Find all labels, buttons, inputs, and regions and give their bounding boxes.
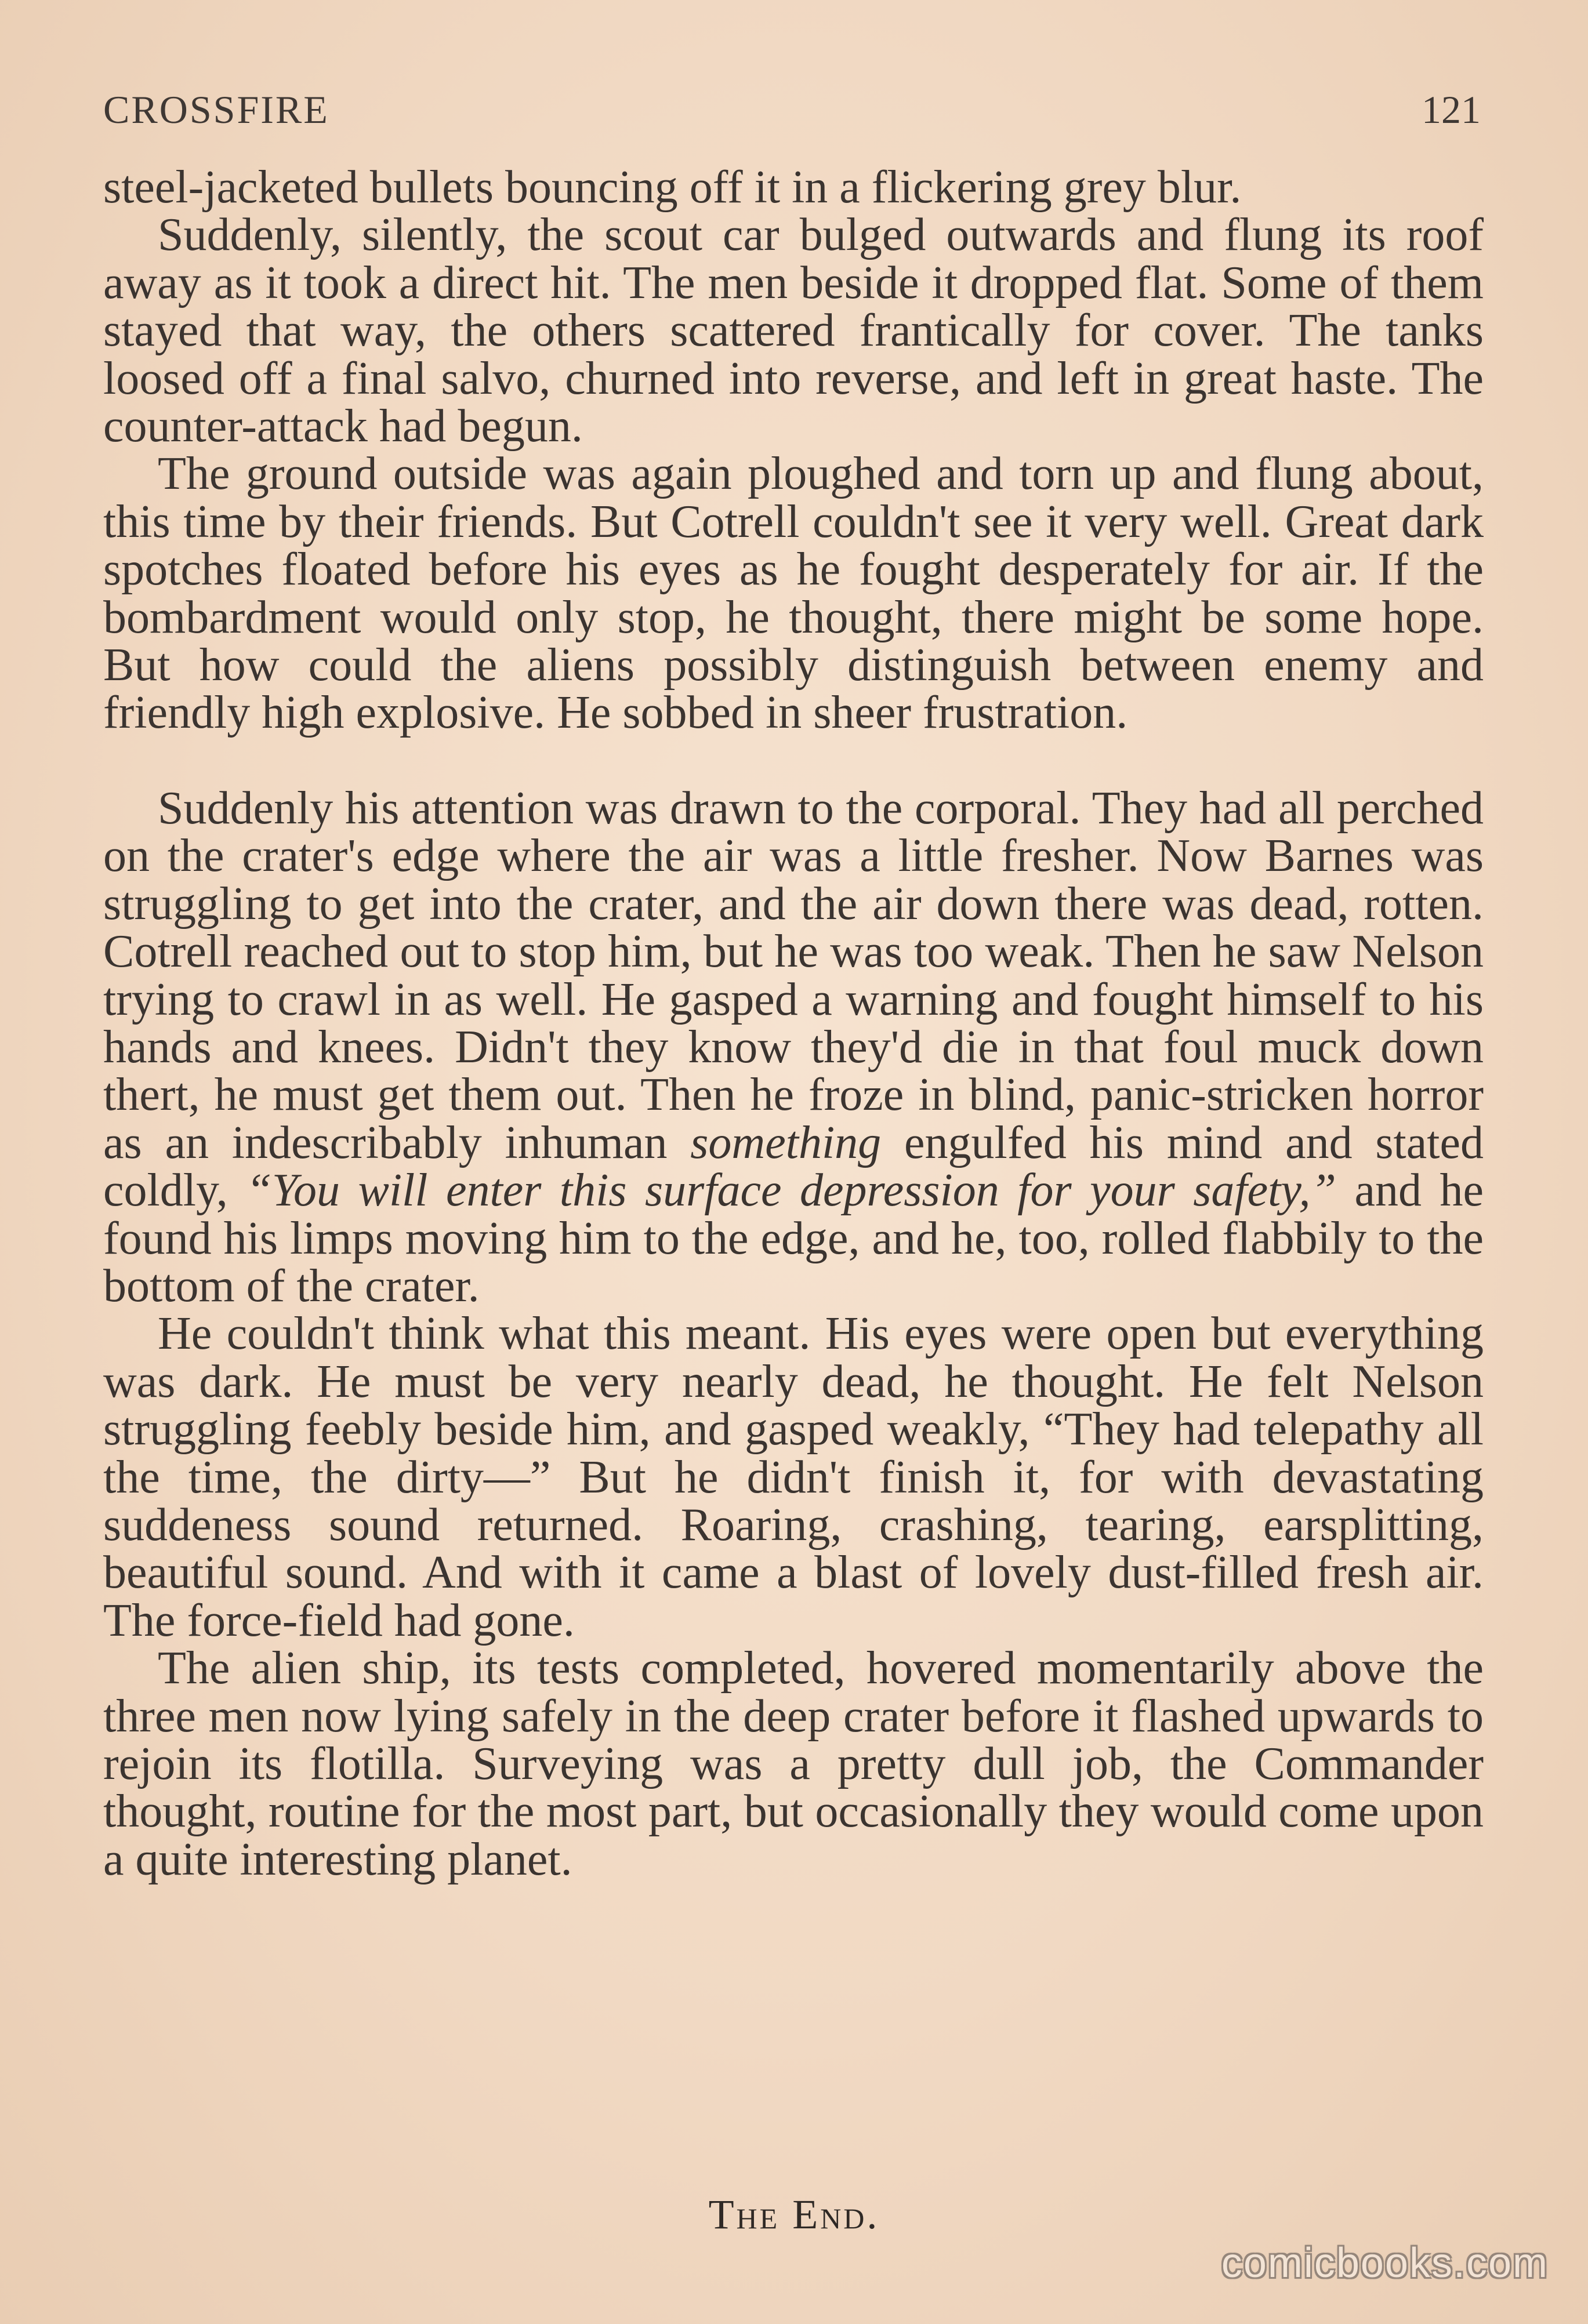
paragraph-continuation: steel-jacketed bullets bouncing off it in a flickering grey blur. <box>103 162 1242 213</box>
paragraph-corporal-text-3: and he found his limps moving him to the edge, and he, too, rolled flabbily to the bottom of the crater. <box>103 1165 1484 1312</box>
paragraph-alien-ship: The alien ship, its tests completed, hovered momentarily above the three men now lying safely in the deep crater before it flashed upwards to rejoin its flotilla. Surveying was a pretty dull job, the Commander thought, routine for the most part, but occasionally they would come upon a quite interesting planet. <box>103 1643 1484 1885</box>
paragraph-corporal-text-1: Suddenly his attention was drawn to the corporal. They had all perched on the crater's edge where the air was a little fresher. Now Barnes was struggling to get into the crater, and the air down there was dead, rotten. Cotrell reached out to stop him, but he was too weak. Then he saw Nelson trying to crawl in as well. He gasped a warning and fought himself to his hands and knees. Didn't they know they'd die in that foul muck down thert, he must get them out. Then he froze in blind, panic-stricken horror as an indescribably inhuman <box>103 782 1484 1168</box>
paragraph-corporal-text-2: engulfed his mind and stated coldly, <box>103 1117 1484 1217</box>
running-head: CROSSFIRE <box>103 88 329 132</box>
paragraph-telepathy: He couldn't think what this meant. His eyes were open but everything was dark. He must be very nearly dead, he thought. He felt Nelson struggling feebly beside him, and gasped weakly, “They had telepathy all the time, the dirty—” But he didn't finish it, for with devastating suddeness sound returned. Roaring, crashing, tearing, earsplitting, beautiful sound. And with it came a blast of lovely dust-filled fresh air. The force-field had gone. <box>103 1308 1484 1646</box>
italic-alien-command: “You will enter this surface depression for your safety,” <box>246 1165 1336 1217</box>
story-text <box>103 164 1484 1883</box>
the-end: The End. <box>708 2191 880 2238</box>
paragraph-bombardment: The ground outside was again ploughed and torn up and flung about, this time by their friends. But Cotrell couldn't see it very well. Great dark spotches floated before his eyes as he fought desperately for air. If the bombardment would only stop, he thought, there might be some hope. But how could the aliens possibly distinguish between enemy and friendly high explosive. He sobbed in sheer frustration. <box>103 448 1484 739</box>
page-number: 121 <box>1422 88 1481 132</box>
italic-something: something <box>690 1117 882 1168</box>
page-header <box>103 87 1481 139</box>
watermark: comicbooks.com <box>1221 2240 1549 2286</box>
paragraph-scout-car: Suddenly, silently, the scout car bulged outwards and flung its roof away as it took a direct hit. The men beside it dropped flat. Some of them stayed that way, the others scattered frantically for cover. The tanks loosed off a final salvo, churned into reverse, and left in great haste. The counter-attack had begun. <box>103 209 1484 452</box>
paragraph-corporal <box>103 782 1484 1312</box>
